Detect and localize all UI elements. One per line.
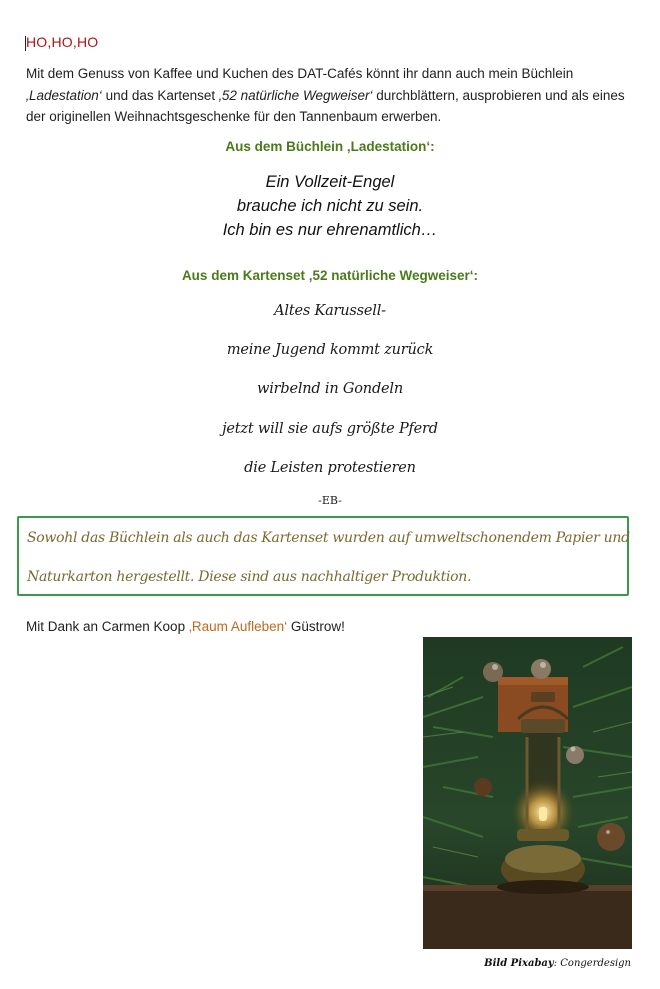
lantern-photo xyxy=(423,637,632,949)
poem-line: die Leisten protestieren xyxy=(244,460,416,476)
thanks-line xyxy=(26,619,345,634)
poem-line: wirbelnd in Gondeln xyxy=(257,381,403,397)
sustainability-note-box xyxy=(17,516,629,596)
note-line: Sowohl das Büchlein als auch das Kartenset wurden auf umweltschonendem Papier und xyxy=(27,530,630,546)
intro-cards-title: ‚52 natürliche Wegweiser‘ xyxy=(218,87,373,103)
section-title-kartenset: Aus dem Kartenset ‚52 natürliche Wegweiser‘: xyxy=(181,268,479,283)
heading-hohoho: HO,HO,HO xyxy=(26,34,99,50)
verse-line: Ich bin es nur ehrenamtlich… xyxy=(222,221,438,239)
intro-text-1: Mit dem Genuss von Kaffee und Kuchen des DAT-Cafés könnt ihr dann auch mein Büchlein xyxy=(26,66,574,81)
lantern-image-icon xyxy=(423,637,632,949)
intro-text-2: und das Kartenset xyxy=(101,87,219,103)
thanks-accent: ‚Raum Aufleben‘ xyxy=(188,619,288,634)
note-line: Naturkarton hergestellt. Diese sind aus nachhaltiger Produktion. xyxy=(27,569,472,585)
credit-author: : Congerdesign xyxy=(553,958,631,969)
poem-line: jetzt will sie aufs größte Pferd xyxy=(222,421,438,437)
thanks-location: Güstrow! xyxy=(287,619,345,634)
poem-line: Altes Karussell- xyxy=(274,303,386,319)
poem-line: meine Jugend kommt zurück xyxy=(226,342,434,358)
poem-author: -EB- xyxy=(318,494,342,507)
image-credit xyxy=(0,958,631,969)
verse-line: Ein Vollzeit-Engel xyxy=(265,173,395,191)
intro-book-title: ‚Ladestation‘ xyxy=(26,87,102,103)
thanks-text: Mit Dank an Carmen Koop xyxy=(26,619,189,634)
section-title-ladestation: Aus dem Büchlein ‚Ladestation‘: xyxy=(225,139,435,154)
credit-label: Bild Pixabay xyxy=(484,958,554,969)
intro-text-3: durchblättern, ausprobieren und als eines der originellen Weihnachtsgeschenke für den Tannenbaum erwerben. xyxy=(26,87,625,124)
verse-line: brauche ich nicht zu sein. xyxy=(236,197,424,215)
intro-paragraph xyxy=(26,63,634,128)
